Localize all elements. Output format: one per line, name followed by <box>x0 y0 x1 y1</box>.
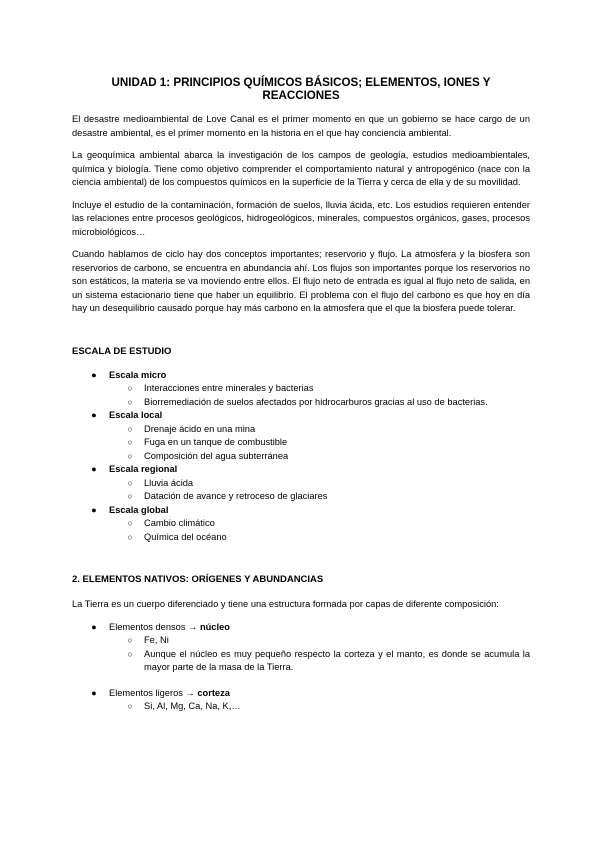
filled-bullet-icon: ● <box>91 464 97 474</box>
sublist <box>109 700 530 714</box>
escala-list <box>72 369 530 545</box>
list-item-label: Escala micro <box>109 369 167 380</box>
list-item-escala-regional <box>89 463 530 504</box>
list-item-elementos-densos <box>89 621 530 675</box>
hollow-bullet-icon: ○ <box>127 518 133 528</box>
sublist-item-text: Interacciones entre minerales y bacterias <box>144 383 314 393</box>
hollow-bullet-icon: ○ <box>127 635 133 645</box>
paragraph-ciclo-carbono: Cuando hablamos de ciclo hay dos conceptos importantes; reservorio y flujo. La atmosfera y la biosfera son reservorios de carbono, se encuentra en abundancia ahí. Los flujos son importantes porque los reservorios no son estáticos, la materia se va moviendo entre ellos. El flujo neto de entrada es igual al flujo neto de salida, en un sistema estacionario tiene que haber un equilibrio. El problema con el flujo del carbono es que hoy en día hay un desequilibrio causado porque hay más carbono en la atmosfera que el que la biosfera puede tolerar. <box>72 249 530 313</box>
sublist-item-text: Lluvia ácida <box>144 477 194 488</box>
sublist-item-text: Datación de avance y retroceso de glaciares <box>144 491 328 501</box>
sublist-item-text: Si, Al, Mg, Ca, Na, K,… <box>144 701 241 711</box>
sublist-item <box>125 700 530 714</box>
sublist-item <box>125 517 530 531</box>
elementos-list <box>72 621 530 714</box>
hollow-bullet-icon: ○ <box>127 383 133 393</box>
sublist-item-text: Composición del agua subterránea <box>144 450 289 461</box>
sublist <box>109 423 530 464</box>
sublist <box>109 382 530 409</box>
paragraph-contaminacion: Incluye el estudio de la contaminación, formación de suelos, lluvia ácida, etc. Los estudios requieren entender las relaciones entre procesos geológicos, hidrogeológicos, minerales, compuestos orgánicos, gases, procesos microbiológicos… <box>72 199 530 237</box>
sublist-item <box>125 423 530 437</box>
sublist-item <box>125 490 530 504</box>
paragraph-geoquimica: La geoquímica ambiental abarca la investigación de los campos de geología, estudios medioambientales, química y biología. Tiene como objetivo comprender el comportamiento natural y antropogénico (nace con la ciencia ambiental) de los compuestos químicos en la superficie de la Tierra y cerca de ella y de su movilidad. <box>72 150 530 187</box>
list-item-escala-global <box>89 504 530 545</box>
sublist-item <box>125 531 530 545</box>
list-item-label: Escala global <box>109 504 169 515</box>
list-spacer <box>89 675 530 687</box>
sublist-item <box>125 396 530 410</box>
sublist-item-text: Fuga en un tanque de combustible <box>144 437 288 447</box>
filled-bullet-icon: ● <box>91 369 97 380</box>
hollow-bullet-icon: ○ <box>127 477 133 488</box>
list-item-elementos-ligeros <box>89 687 530 714</box>
hollow-bullet-icon: ○ <box>127 701 133 711</box>
section-heading-escala: ESCALA DE ESTUDIO <box>72 345 172 357</box>
list-item-prefix: Elementos densos → <box>109 621 200 632</box>
sublist-item <box>125 477 530 491</box>
hollow-bullet-icon: ○ <box>127 531 133 542</box>
sublist-item-text: Biorremediación de suelos afectados por hidrocarburos gracias al uso de bacterias. <box>144 396 488 407</box>
hollow-bullet-icon: ○ <box>127 437 133 447</box>
hollow-bullet-icon: ○ <box>127 450 133 461</box>
sublist-item <box>125 382 530 396</box>
filled-bullet-icon: ● <box>91 687 97 698</box>
paragraph-love-canal: El desastre medioambiental de Love Canal es el primer momento en que un gobierno se hace cargo de un desastre ambiental, es el primer momento en la historia en el que hay conciencia ambiental. <box>72 114 530 138</box>
list-item-escala-local <box>89 409 530 463</box>
filled-bullet-icon: ● <box>91 410 97 420</box>
section-heading-elementos-nativos: 2. ELEMENTOS NATIVOS: ORÍGENES Y ABUNDANCIAS <box>72 574 324 585</box>
sublist-item-text: Fe, Ni <box>144 635 169 645</box>
sublist-item-text: Aunque el núcleo es muy pequeño respecto la corteza y el manto, es donde se acumula la mayor parte de la masa de la Tierra. <box>144 648 530 672</box>
hollow-bullet-icon: ○ <box>127 423 133 434</box>
paragraph-tierra-capas: La Tierra es un cuerpo diferenciado y tiene una estructura formada por capas de diferente composición: <box>72 599 499 609</box>
sublist-item-text: Química del océano <box>144 531 227 542</box>
sublist <box>109 517 530 544</box>
sublist-item <box>125 634 530 648</box>
sublist <box>109 634 530 675</box>
list-item-label: Escala regional <box>109 464 178 474</box>
list-item-emphasis: núcleo <box>199 621 230 632</box>
filled-bullet-icon: ● <box>91 504 97 515</box>
sublist-item-text: Cambio climático <box>144 518 215 528</box>
list-item-label: Escala local <box>109 410 163 420</box>
hollow-bullet-icon: ○ <box>127 491 133 501</box>
list-item-escala-micro <box>89 369 530 410</box>
page-title: UNIDAD 1: PRINCIPIOS QUÍMICOS BÁSICOS; ELEMENTOS, IONES Y REACCIONES <box>111 76 491 102</box>
hollow-bullet-icon: ○ <box>127 396 133 407</box>
sublist-item <box>125 450 530 464</box>
sublist-item <box>125 648 530 675</box>
list-item-emphasis: corteza <box>197 687 230 698</box>
list-item-prefix: Elementos ligeros → <box>109 687 198 698</box>
sublist-item-text: Drenaje ácido en una mina <box>144 423 256 434</box>
sublist <box>109 477 530 504</box>
hollow-bullet-icon: ○ <box>127 648 133 659</box>
filled-bullet-icon: ● <box>91 621 97 632</box>
sublist-item <box>125 436 530 450</box>
